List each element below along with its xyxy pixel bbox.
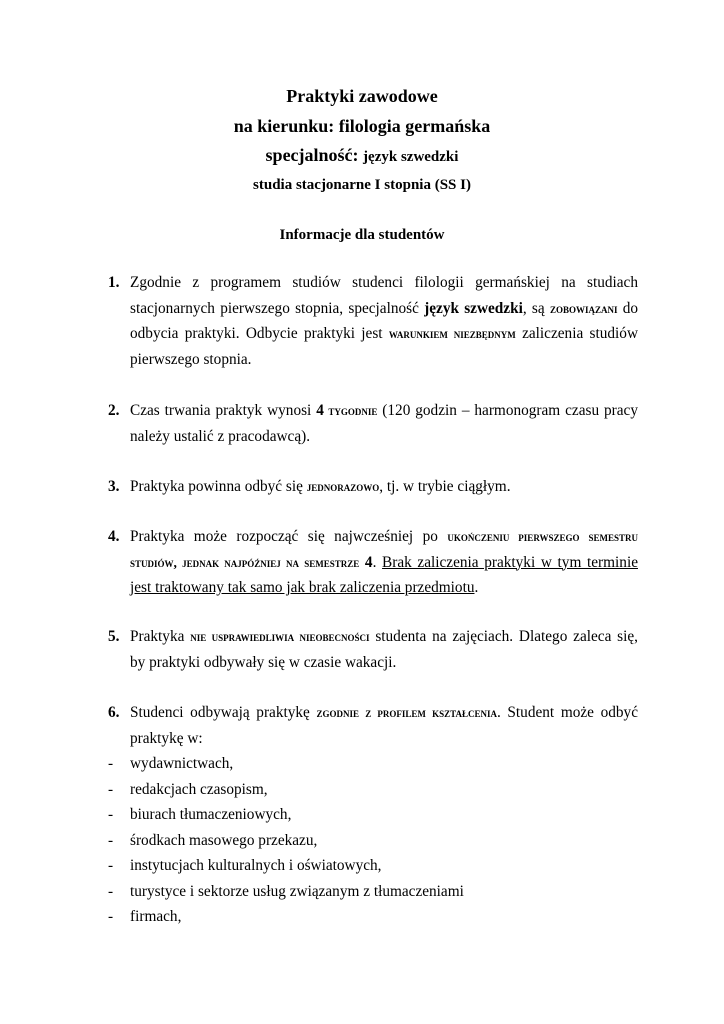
list-item: - firmach, bbox=[108, 904, 638, 930]
dash-marker: - bbox=[108, 831, 114, 849]
dash-marker: - bbox=[108, 857, 114, 874]
field-of-study: na kierunku: filologia germańska bbox=[233, 116, 491, 136]
list-item-1 bbox=[108, 270, 638, 372]
specialization-value: język szwedzki bbox=[363, 149, 459, 165]
item-number: 2. bbox=[108, 402, 120, 419]
list-item: - biurach tłumaczeniowych, bbox=[108, 802, 638, 828]
item-number: 1. bbox=[108, 274, 120, 291]
item-number: 3. bbox=[108, 478, 120, 495]
item-number: 5. bbox=[108, 628, 120, 645]
list-item: - redakcjach czasopism, bbox=[108, 777, 638, 803]
item-text: Praktyka może rozpocząć się najwcześniej po ukończeniu pierwszego semestru studiów, jednak najpóźniej na semestrze 4. Brak zaliczenia praktyki w tym terminie jest traktowany tak samo jak brak zaliczenia przedmiotu. bbox=[130, 528, 638, 596]
list-item: - wydawnictwach, bbox=[108, 751, 638, 777]
list-item: - środkach masowego przekazu, bbox=[108, 828, 638, 854]
workplace-list bbox=[108, 751, 638, 930]
dash-marker: - bbox=[108, 755, 114, 772]
section-heading: Informacje dla studentów bbox=[279, 227, 445, 243]
item-text: Zgodnie z programem studiów studenci filologii germańskiej na studiach stacjonarnych pierwszego stopnia, specjalność język szwedzki, są zobowiązani do odbycia praktyki. Odbycie praktyki jest warunkiem niezbędnym zaliczenia studiów pierwszego stopnia. bbox=[130, 274, 639, 368]
item-text: Czas trwania praktyk wynosi 4 tygodnie (120 godzin – harmonogram czasu pracy należy ustalić z pracodawcą). bbox=[130, 402, 638, 445]
list-item: - turystyce i sektorze usług związanym z tłumaczeniami bbox=[108, 879, 638, 905]
dash-marker: - bbox=[108, 908, 114, 925]
item-number: 6. bbox=[108, 704, 120, 721]
list-item-5 bbox=[108, 624, 638, 675]
item-text: Praktyka nie usprawiedliwia nieobecności studenta na zajęciach. Dlatego zaleca się, by praktyki odbywały się w czasie wakacji. bbox=[130, 628, 638, 671]
list-item-4 bbox=[108, 524, 638, 601]
study-type: studia stacjonarne I stopnia (SS I) bbox=[253, 177, 471, 193]
item-text: Studenci odbywają praktykę zgodnie z profilem kształcenia. Student może odbyć praktykę w: bbox=[130, 704, 638, 747]
dash-marker: - bbox=[108, 780, 114, 798]
item-text: Praktyka powinna odbyć się jednorazowo, tj. w trybie ciągłym. bbox=[130, 478, 511, 495]
item-number: 4. bbox=[108, 528, 120, 545]
specialization-label: specjalność: bbox=[265, 145, 359, 165]
document-title: Praktyki zawodowe bbox=[286, 86, 438, 106]
list-item: - instytucjach kulturalnych i oświatowych, bbox=[108, 853, 638, 879]
dash-marker: - bbox=[108, 806, 114, 823]
list-item-2 bbox=[108, 398, 638, 449]
list-item-3 bbox=[108, 474, 638, 500]
dash-marker: - bbox=[108, 882, 114, 900]
list-item-6 bbox=[108, 700, 638, 751]
specialization-line bbox=[0, 145, 724, 166]
